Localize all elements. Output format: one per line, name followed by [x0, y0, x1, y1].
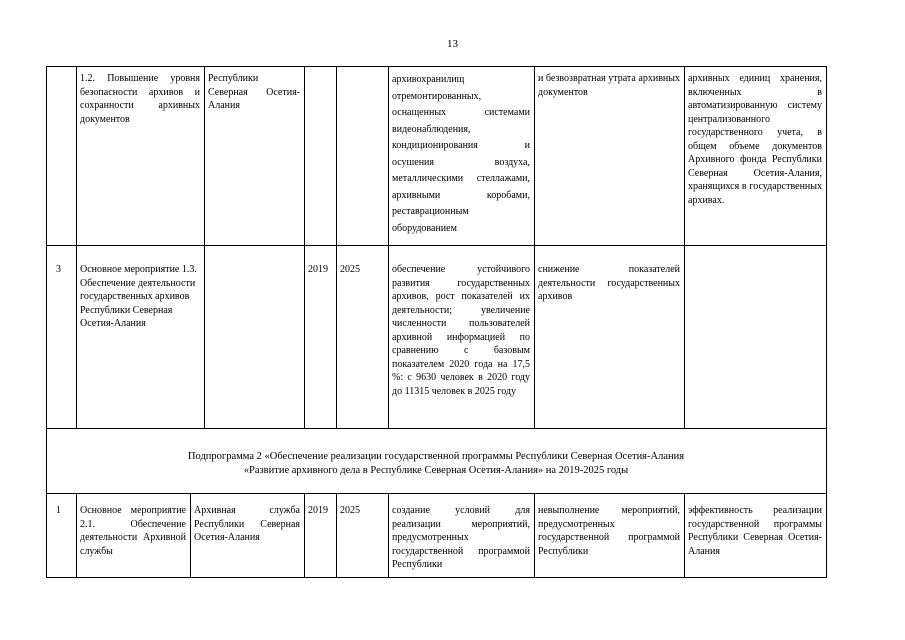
row-c-result: создание условий для реализации мероприятий, предусмотренных государственной программой Республики — [392, 505, 530, 570]
subprogram-title-line-2: «Развитие архивного дела в Республике Северная Осетия-Алания» на 2019-2025 годы — [243, 465, 629, 476]
row-c-name: Основное мероприятие 2.1. Обеспечение деятельности Архивной службы — [80, 505, 186, 557]
row-a-risk: и безвозвратная утрата архивных документов — [538, 73, 680, 98]
row-b-result: обеспечение устойчивого развития государственных архивов, рост показателей их деятельности; увеличение численности пользователей архивной информацией по сравнению с базовым показателем 2020 года на 17,5 %: с 9630 человек в 2020 году до 11315 человек в 2025 году — [392, 264, 530, 397]
subprogram-title-line-1: Подпрограмма 2 «Обеспечение реализации государственной программы Республики Северная Осетия-Алания — [187, 451, 685, 462]
page-number: 13 — [447, 38, 458, 50]
row-c-indicator: эффективность реализации государственной программы Республики Северная Осетия-Алания — [688, 505, 822, 557]
row-b-name: Основное мероприятие 1.3. Обеспечение деятельности государственных архивов Республики Северная Осетия-Алания — [80, 264, 197, 329]
row-c-start-year: 2019 — [308, 505, 328, 516]
row-b-indicator — [684, 261, 826, 265]
row-c-end-year: 2025 — [340, 505, 360, 516]
table-bottom-border — [46, 577, 826, 578]
measures-table — [46, 66, 826, 578]
row-a-executor: Республики Северная Осетия-Алания — [208, 73, 300, 111]
row-a-result: архивохранилищ отремонтированных, оснащенных системами видеонаблюдения, кондиционирования и осушения воздуха, металлическими стеллажами, архивными коробами, реставрационным оборудованием — [392, 74, 530, 234]
row-a-indicator: архивных единиц хранения, включенных в автоматизированную систему централизованного государственного учета, в общем объеме документов Архивного фонда Республики Северная Осетия-Алания, хранящихся в государственных архивах. — [688, 73, 822, 206]
row-c-risk: невыполнение мероприятий, предусмотренных государственной программой Республики — [538, 505, 680, 557]
row-b-executor — [204, 261, 304, 265]
row-b-end-year: 2025 — [340, 264, 360, 275]
table-top-border — [46, 66, 826, 67]
row-b-risk: снижение показателей деятельности государственных архивов — [538, 264, 680, 302]
row-a-name: 1.2. Повышение уровня безопасности архивов и сохранности архивных документов — [80, 73, 200, 125]
row-b-number: 3 — [56, 264, 61, 275]
row-c-executor: Архивная служба Республики Северная Осетия-Алания — [194, 505, 300, 543]
table-left-border — [46, 66, 47, 578]
row-c-number: 1 — [56, 505, 61, 516]
row-b-start-year: 2019 — [308, 264, 328, 275]
table-right-border — [826, 66, 827, 578]
